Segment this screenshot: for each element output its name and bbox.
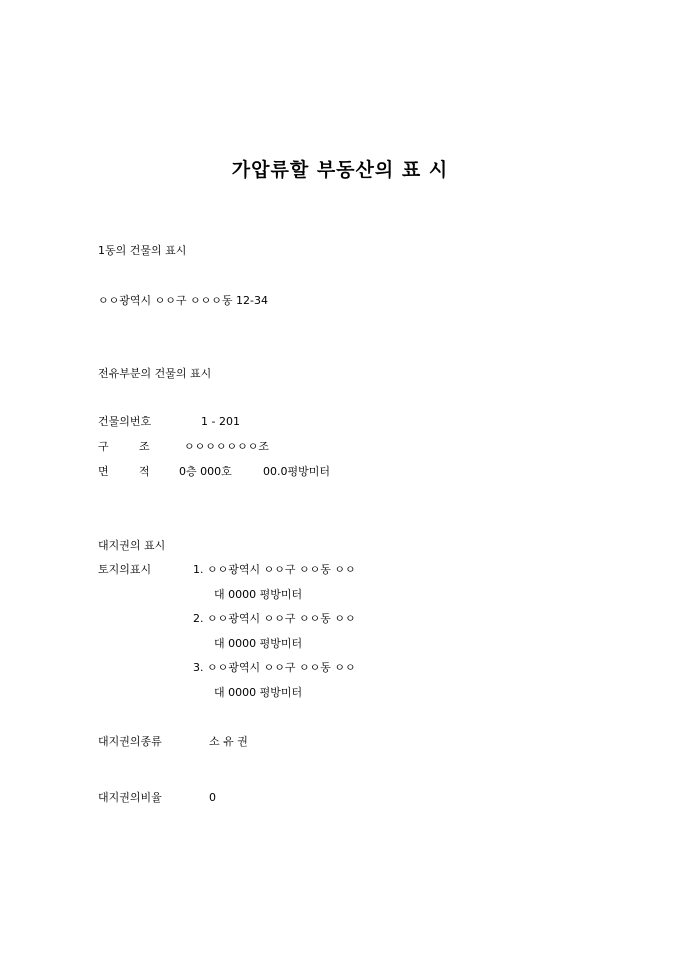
land-entry-2-area: 대 0000 평방미터 xyxy=(214,637,303,650)
unit-structure-label-1: 구 xyxy=(98,440,109,453)
unit-structure-value: ㅇㅇㅇㅇㅇㅇㅇ조 xyxy=(184,440,270,453)
document-title: 가압류할 부동산의 표 시 xyxy=(231,159,449,181)
unit-area-label-1: 면 xyxy=(98,465,109,478)
unit-heading: 전유부분의 건물의 표시 xyxy=(98,367,212,380)
unit-number-row xyxy=(98,415,398,429)
land-label: 토지의표시 xyxy=(98,563,152,576)
unit-number-value: 1 - 201 xyxy=(201,415,240,428)
land-rights-heading: 대지권의 표시 xyxy=(98,539,166,552)
unit-area-size: 00.0평방미터 xyxy=(263,465,330,478)
building-address: ㅇㅇ광역시 ㅇㅇ구 ㅇㅇㅇ동 12-34 xyxy=(98,294,268,307)
building-heading: 1동의 건물의 표시 xyxy=(98,244,187,257)
land-type-row xyxy=(98,735,398,749)
unit-structure-label-2: 조 xyxy=(139,440,150,453)
unit-structure-row xyxy=(98,440,398,454)
land-entry-3-area: 대 0000 평방미터 xyxy=(214,686,303,699)
land-entry-2-address: 2. ㅇㅇ광역시 ㅇㅇ구 ㅇㅇ동 ㅇㅇ xyxy=(193,612,356,625)
unit-area-label-2: 적 xyxy=(139,465,150,478)
unit-area-row xyxy=(98,465,398,479)
unit-area-value: 0층 000호 xyxy=(179,465,232,478)
land-entry-3-address: 3. ㅇㅇ광역시 ㅇㅇ구 ㅇㅇ동 ㅇㅇ xyxy=(193,661,356,674)
land-entry-1-address: 1. ㅇㅇ광역시 ㅇㅇ구 ㅇㅇ동 ㅇㅇ xyxy=(193,563,356,576)
land-entry-1-area: 대 0000 평방미터 xyxy=(214,588,303,601)
land-ratio-value: 0 xyxy=(209,791,216,804)
unit-number-label: 건물의번호 xyxy=(98,415,152,428)
land-ratio-label: 대지권의비율 xyxy=(98,791,162,804)
land-ratio-row xyxy=(98,791,398,805)
land-type-label: 대지권의종류 xyxy=(98,735,162,748)
land-type-value: 소 유 권 xyxy=(209,735,248,748)
